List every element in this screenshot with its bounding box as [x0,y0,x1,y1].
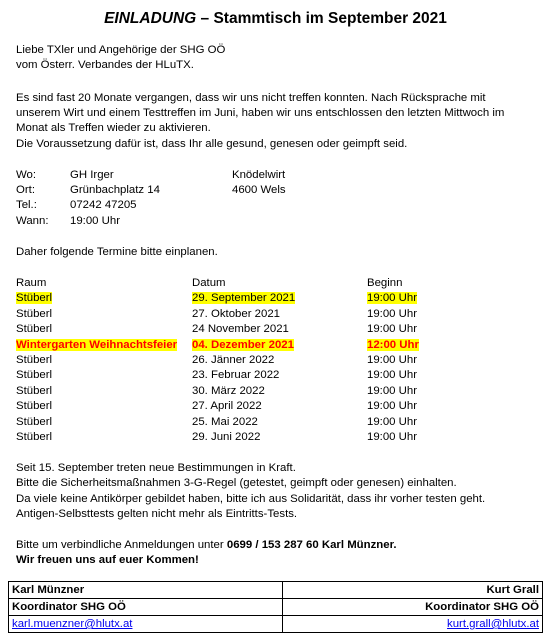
closing-line-2: Wir freuen uns auf euer Kommen! [16,554,199,566]
schedule-datum-weihnachtsfeier: 04. Dezember 2021 [192,339,294,351]
rules-line-4: Antigen-Selbsttests gelten nicht mehr als Eintritts-Tests. [16,508,298,520]
signature-left-role: Koordinator SHG OÖ [9,599,283,616]
schedule-beginn: 19:00 Uhr [367,385,418,397]
signature-email-row [9,616,543,633]
schedule-raum-weihnachtsfeier: Wintergarten Weihnachtsfeier [16,339,178,351]
rules-line-3: Da viele keine Antikörper gebildet haben, bitte ich aus Solidarität, dass ihr vorher testen geht. [16,493,486,505]
schedule-beginn: 19:00 Uhr [367,400,418,412]
tel-label: Tel.: [16,199,37,211]
schedule-header-beginn: Beginn [367,277,403,289]
greeting-line-2: vom Österr. Verbandes der HLuTX. [16,59,194,71]
greeting-line-1: Liebe TXler und Angehörige der SHG OÖ [16,44,226,56]
schedule-datum: 23. Februar 2022 [192,369,280,381]
schedule-beginn: 19:00 Uhr [367,308,418,320]
tel-value: 07242 47205 [70,199,137,211]
schedule-intro: Daher folgende Termine bitte einplanen. [16,246,218,258]
schedule-datum: 30. März 2022 [192,385,265,397]
schedule-beginn: 19:00 Uhr [367,323,418,335]
schedule-datum: 29. Juni 2022 [192,431,261,443]
rules-line-2: Bitte die Sicherheitsmaßnahmen 3-G-Regel (getestet, geimpft oder genesen) einhalten. [16,477,457,489]
wann-value: 19:00 Uhr [70,215,121,227]
schedule-raum: Stüberl [16,369,53,381]
signature-table [8,581,543,633]
signature-name-row [9,582,543,599]
wo-label: Wo: [16,169,37,181]
wo-value: GH Irger [70,169,114,181]
closing-prefix: Bitte um verbindliche Anmeldungen unter [16,539,227,551]
signature-right-name: Kurt Grall [283,582,543,599]
intro-line-2: unserem Wirt und einem Testtreffen im Juni, haben wir uns entschlossen den letzten Mittwoch im [16,107,505,119]
schedule-header-raum: Raum [16,277,47,289]
closing-contact: 0699 / 153 287 60 Karl Münzner. [226,539,397,551]
schedule-datum: 26. Jänner 2022 [192,354,275,366]
schedule-beginn: 19:00 Uhr [367,416,418,428]
wo-extra: Knödelwirt [232,169,286,181]
closing-line-1 [16,538,397,553]
schedule-raum: Stüberl [16,354,53,366]
schedule-beginn: 19:00 Uhr [367,292,418,304]
ort-extra: 4600 Wels [232,184,286,196]
schedule-beginn: 19:00 Uhr [367,431,418,443]
intro-line-3: Monat als Treffen wieder zu aktivieren. [16,122,211,134]
signature-right-role: Koordinator SHG OÖ [283,599,543,616]
wann-label: Wann: [16,215,49,227]
schedule-beginn: 19:00 Uhr [367,354,418,366]
document-title [0,9,551,29]
schedule-beginn: 19:00 Uhr [367,369,418,381]
schedule-raum: Stüberl [16,323,53,335]
intro-line-1: Es sind fast 20 Monate vergangen, dass wir uns nicht treffen konnten. Nach Rücksprache mit [16,92,486,104]
schedule-datum: 27. April 2022 [192,400,262,412]
email-link-kurt[interactable]: kurt.grall@hlutx.at [447,618,539,630]
schedule-raum: Stüberl [16,292,53,304]
intro-line-4: Die Voraussetzung dafür ist, dass Ihr alle gesund, genesen oder geimpft seid. [16,138,408,150]
schedule-raum: Stüberl [16,308,53,320]
signature-left-email-cell [9,616,283,633]
signature-role-row [9,599,543,616]
schedule-raum: Stüberl [16,431,53,443]
schedule-raum: Stüberl [16,416,53,428]
signature-right-email-cell [283,616,543,633]
schedule-datum: 27. Oktober 2021 [192,308,281,320]
title-emphasis: EINLADUNG [104,10,197,27]
title-rest: – Stammtisch im September 2021 [196,10,447,27]
schedule-header-datum: Datum [192,277,226,289]
schedule-beginn-weihnachtsfeier: 12:00 Uhr [367,339,419,351]
signature-left-name: Karl Münzner [9,582,283,599]
schedule-datum: 24 November 2021 [192,323,289,335]
schedule-datum: 25. Mai 2022 [192,416,258,428]
schedule-raum: Stüberl [16,400,53,412]
schedule-raum: Stüberl [16,385,53,397]
schedule-datum: 29. September 2021 [192,292,296,304]
email-link-karl[interactable]: karl.muenzner@hlutx.at [12,618,133,630]
rules-line-1: Seit 15. September treten neue Bestimmungen in Kraft. [16,462,296,474]
ort-value: Grünbachplatz 14 [70,184,160,196]
ort-label: Ort: [16,184,35,196]
